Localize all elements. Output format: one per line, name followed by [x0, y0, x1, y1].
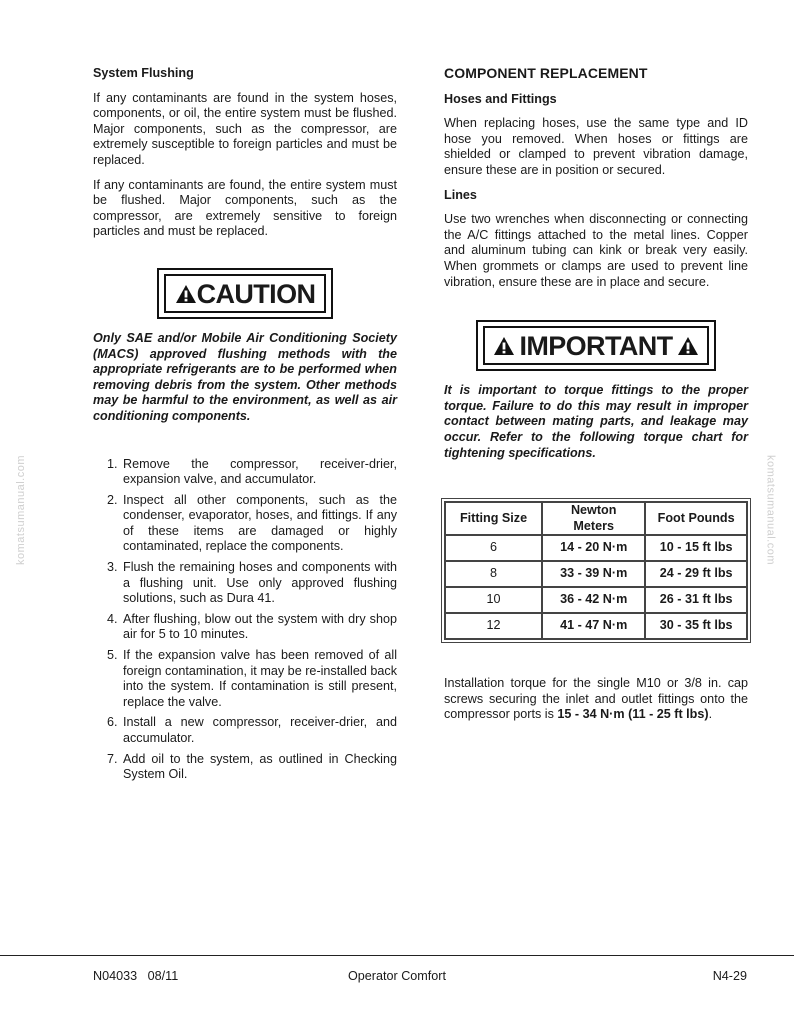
- flushing-paragraph-2: If any contaminants are found, the entire system must be flushed. Major components, such as the compressor, are extremely sensitive to foreign particles and must be replaced.: [93, 177, 397, 239]
- table-row: [445, 587, 747, 613]
- watermark-left: komatsumanual.com: [15, 455, 27, 565]
- warning-triangle-icon: [493, 336, 515, 356]
- list-item: 5. If the expansion valve has been removed of all foreign contamination, it may be re-installed back into the system. If contamination is still present, replace the valve.: [107, 648, 397, 709]
- table-cell: 14 - 20 N·m: [542, 535, 645, 561]
- table-cell: 6: [445, 535, 542, 561]
- table-cell: 30 - 35 ft lbs: [645, 613, 747, 639]
- flushing-paragraph-1: If any contaminants are found in the system hoses, components, or oil, the entire system must be flushed. Major components, such as the compressor, are extremely susceptible to foreign particles and must be replaced.: [93, 90, 397, 167]
- footer-page-number: N4-29: [712, 969, 747, 983]
- col-fitting-size: Fitting Size: [445, 502, 542, 535]
- flushing-steps-list: [93, 457, 397, 783]
- torque-table: [444, 501, 748, 640]
- right-column: [444, 66, 748, 732]
- important-sign: [444, 320, 748, 371]
- table-cell: 36 - 42 N·m: [542, 587, 645, 613]
- col-newton-meters: Newton Meters: [542, 502, 645, 535]
- system-flushing-heading: System Flushing: [93, 66, 194, 80]
- list-item: 3. Flush the remaining hoses and components with a flushing unit. Use only approved flushing solutions, such as Dura 41.: [107, 560, 397, 606]
- caution-sign: [93, 268, 397, 319]
- install-torque-value: 15 - 34 N·m (11 - 25 ft lbs): [557, 707, 709, 722]
- list-item: 1. Remove the compressor, receiver-drier, expansion valve, and accumulator.: [107, 456, 397, 487]
- footer-doc-id: N04033 08/11: [93, 969, 179, 983]
- caution-text: Only SAE and/or Mobile Air Conditioning Society (MACS) approved flushing methods with the appropriate refrigerants are to be performed when removing debris from the system. Other methods may be harmful to the environment, as well as air conditioning components.: [93, 330, 397, 423]
- list-item: 7. Add oil to the system, as outlined in Checking System Oil.: [107, 751, 397, 782]
- list-item: 2. Inspect all other components, such as the condenser, evaporator, hoses, and fittings. If any of these items are damaged or highly contaminated, replace the components.: [107, 492, 397, 554]
- important-text: It is important to torque fittings to the proper torque. Failure to do this may result in improper contact between mating parts, and leakage may occur. Refer to the following torque chart for tightening specifications.: [444, 383, 748, 460]
- warning-triangle-icon: [677, 336, 699, 356]
- list-item: 4. After flushing, blow out the system with dry shop air for 5 to 10 minutes.: [107, 611, 397, 642]
- lines-heading: Lines: [444, 187, 477, 202]
- install-torque-paragraph: Installation torque for the single M10 or 3/8 in. cap screws securing the inlet and outlet fittings onto the compressor ports is 15 - 34 N·m (11 - 25 ft lbs).: [444, 676, 748, 722]
- table-cell: 10 - 15 ft lbs: [645, 535, 747, 561]
- table-header-row: [445, 502, 747, 535]
- footer-rule: [0, 955, 794, 956]
- table-cell: 24 - 29 ft lbs: [645, 561, 747, 587]
- table-row: [445, 613, 747, 639]
- important-label: IMPORTANT: [519, 331, 673, 362]
- table-cell: 26 - 31 ft lbs: [645, 587, 747, 613]
- watermark-right: komatsumanual.com: [764, 455, 777, 565]
- table-cell: 41 - 47 N·m: [542, 613, 645, 639]
- left-column: [93, 66, 397, 788]
- col-foot-pounds: Foot Pounds: [645, 502, 747, 535]
- lines-paragraph: Use two wrenches when disconnecting or connecting the A/C fittings attached to the metal lines. Copper and aluminum tubing can kink or break very easily. When grommets or clamps are used to prevent line vibration, ensure these are in place and secure.: [444, 212, 748, 289]
- table-row: [445, 535, 747, 561]
- table-cell: 12: [445, 613, 542, 639]
- warning-triangle-icon: [175, 284, 197, 304]
- table-cell: 33 - 39 N·m: [542, 561, 645, 587]
- caution-label: CAUTION: [196, 278, 316, 309]
- hoses-paragraph: When replacing hoses, use the same type and ID hose you removed. When hoses or fittings are shielded or clamped to prevent vibration damage, ensure these are in position or secured.: [444, 116, 748, 177]
- hoses-fittings-heading: Hoses and Fittings: [444, 91, 557, 106]
- component-replacement-heading: COMPONENT REPLACEMENT: [444, 65, 648, 81]
- table-row: [445, 561, 747, 587]
- torque-table-wrap: [444, 501, 748, 640]
- list-item: 6. Install a new compressor, receiver-drier, and accumulator.: [107, 715, 397, 745]
- table-cell: 10: [445, 587, 542, 613]
- table-cell: 8: [445, 561, 542, 587]
- footer-section-title: Operator Comfort: [348, 969, 446, 983]
